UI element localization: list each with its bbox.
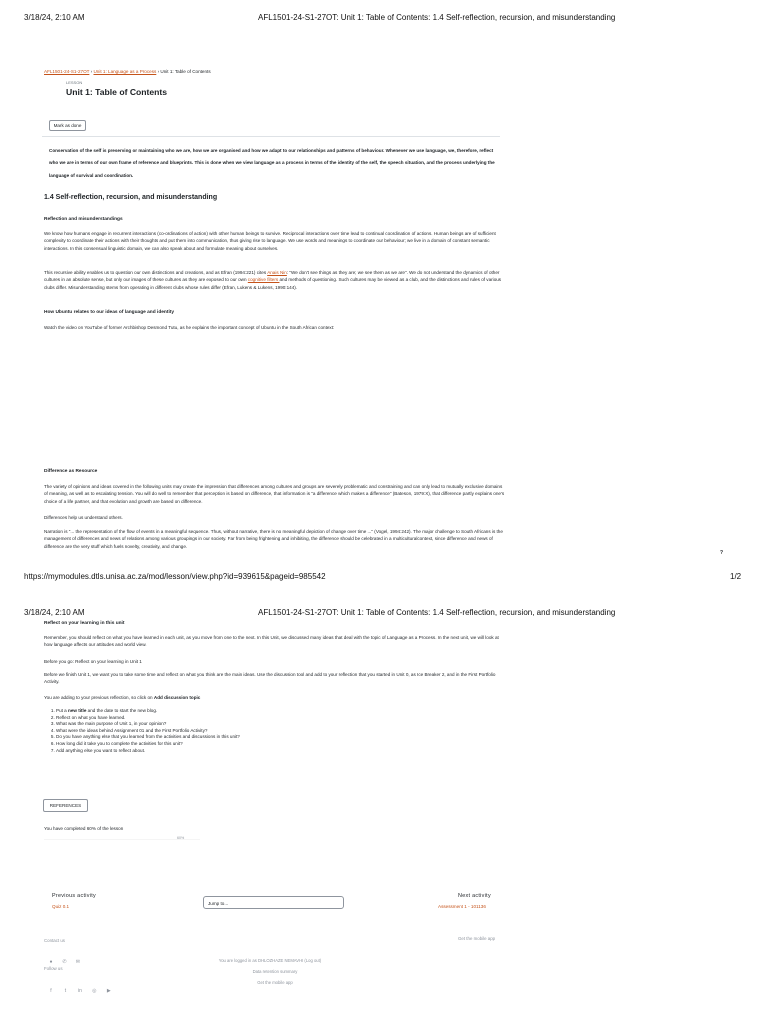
- list-item-bold: new title: [68, 708, 87, 713]
- reflect-list: [47, 708, 487, 754]
- reflect-p4-text: You are adding to your previous reflection, so click on: [44, 695, 154, 700]
- reflect-heading: Reflect on your learning in this unit: [44, 621, 125, 626]
- para2-text-c: and methods of questioning. Such cultures may be viewed as a club, and the distinctions and rules of various clubs differ. Misunderstanding stems from operating in different clubs whose rules differ (Efran, Lukens & Lukens, 1990:144).: [44, 277, 502, 290]
- list-item: 2. Reflect on what you have learned.: [56, 715, 487, 722]
- breadcrumb: [44, 68, 211, 75]
- list-item: 6. How long did it take you to complete the activities for this unit?: [56, 741, 487, 748]
- location-icon[interactable]: ●: [49, 959, 53, 965]
- list-item: 5. Do you have anything else that you learned from the activities and discussions in this unit?: [56, 734, 487, 741]
- phone-icon[interactable]: ✆: [62, 959, 67, 965]
- next-activity-link[interactable]: Assessment 1 - 101136: [438, 904, 486, 909]
- instagram-icon[interactable]: ◎: [92, 988, 97, 994]
- reflection-paragraph-2: [44, 269, 504, 291]
- mark-as-done-button[interactable]: Mark as done: [49, 120, 86, 131]
- list-item: 7. Add anything else you want to reflect about.: [56, 748, 487, 755]
- mail-icon[interactable]: ✉: [75, 959, 80, 965]
- breadcrumb-separator: ›: [90, 69, 93, 74]
- get-mobile-app-center[interactable]: Get the mobile app: [257, 980, 293, 985]
- list-item: 3. What was the main purpose of Unit 1, in your opinion?: [56, 721, 487, 728]
- breadcrumb-course-link[interactable]: AFL1501-24-S1-27OT: [44, 69, 90, 74]
- video-embed-area[interactable]: [44, 336, 504, 461]
- breadcrumb-separator: ›: [157, 69, 160, 74]
- jump-to-select[interactable]: Jump to...: [203, 896, 344, 909]
- difference-paragraph-2: Differences help us understand others.: [44, 515, 123, 520]
- list-item: 4. What were the ideas behind Assignment 01 and the First Portfolio Activity?: [56, 728, 487, 735]
- facebook-icon[interactable]: f: [50, 988, 52, 994]
- difference-paragraph-1: The variety of opinions and ideas covered in the following units may create the impression that differences among cultures and groups are severely problematic and constraining and can only lead to mutually exclusive domains of meaning, as well as to escalating tension. You will do well to remember that perception is based on difference, that information is "a difference which makes a difference" (Bateson, 1979:X), that difference partly explains one's choice of a life partner, and that evolution and growth are based on difference.: [44, 484, 505, 504]
- reflection-heading: Reflection and misunderstandings: [44, 217, 123, 222]
- social-icons: [48, 979, 112, 997]
- difference-heading: Difference as Resource: [44, 469, 98, 474]
- youtube-icon[interactable]: ▶: [106, 988, 111, 994]
- reflection-paragraph-1: We know how humans engage in recurrent interactions (co-ordinations of action) with other human beings to survive. Reciprocal interactions over time lead to continual coordination of actions. Human beings are of sufficient complexity to coordinate their actions with their thoughts and put them into communication, thus giving rise to language. We use words and meanings to coordinate our behaviour; we live in a domain of constant semantic interactions. In this consensual linguistic domain, we can also speak about and formulate meaning about ourselves.: [44, 231, 496, 251]
- get-mobile-app-right[interactable]: Get the mobile app: [458, 936, 496, 941]
- print-document-title-page2: AFL1501-24-S1-27OT: Unit 1: Table of Contents: 1.4 Self-reflection, recursion, and misunderstanding: [258, 608, 616, 617]
- page-kicker: LESSON: [66, 80, 83, 85]
- references-button[interactable]: REFERENCES: [43, 799, 88, 812]
- cognitive-filters-link[interactable]: cognitive filters: [247, 277, 280, 283]
- twitter-icon[interactable]: t: [64, 988, 67, 994]
- previous-activity-link[interactable]: Quiz 0.1: [52, 904, 70, 909]
- print-document-title: AFL1501-24-S1-27OT: Unit 1: Table of Contents: 1.4 Self-reflection, recursion, and misunderstanding: [258, 13, 616, 22]
- list-item: 1. Put a new title and the date to start the new blog.: [56, 708, 487, 715]
- logged-in-info: You are logged in as DHLOZHAZE NEMAVHI (Log out): [218, 958, 322, 963]
- intro-paragraph: Conservation of the self is preserving or maintaining who we are, how we are organised and how we adapt to our relationships and patterns of behaviour. Whenever we use language, we, therefore, reflect who we are in terms of our own frame of reference and blueprints. This is done when we view language as a process in terms of the identity of the self, the speech situation, and the process underlying the language of survival and coordination.: [49, 148, 495, 178]
- print-page-number: 1/2: [730, 572, 742, 581]
- reflect-paragraph-4: [44, 694, 504, 701]
- para2-text-a: This recursive ability enables us to question our own distinctions and creations, and as Efran (1994:221) cites: [44, 270, 268, 275]
- progress-value: 60%: [177, 836, 185, 840]
- para2-text-b: : "We don't see things as they are; we see them as we are". We do not understand the dynamics of other cultures in an absolute sense, but only our images of these cultures as they are exposed to our own: [44, 270, 500, 283]
- previous-activity-label: Previous activity: [52, 893, 97, 899]
- divider: [42, 136, 500, 137]
- section-heading: 1.4 Self-reflection, recursion, and misunderstanding: [44, 194, 218, 201]
- reflect-paragraph-3: Before we finish Unit 1, we want you to take some time and reflect on what you think are the main ideas. Use the discussion tool and add to your reflection that you started in Unit 0, as Ice Breaker 2, and in the First Portfolio Activity.: [44, 672, 496, 685]
- follow-us-heading: Follow us: [44, 966, 63, 971]
- progress-bar: [44, 836, 304, 844]
- progress-text: You have completed 60% of the lesson: [44, 826, 124, 831]
- print-datetime: 3/18/24, 2:10 AM: [24, 13, 85, 22]
- help-question-mark[interactable]: ?: [720, 550, 724, 556]
- contact-us-heading: Contact us: [44, 938, 65, 943]
- ubuntu-heading: How Ubuntu relates to our ideas of language and identity: [44, 310, 175, 315]
- next-activity-label: Next activity: [458, 893, 491, 899]
- linkedin-icon[interactable]: in: [77, 988, 82, 994]
- data-retention-link[interactable]: Data retention summary: [252, 969, 298, 974]
- add-discussion-topic-label: Add discussion topic: [153, 695, 201, 700]
- print-datetime-page2: 3/18/24, 2:10 AM: [24, 608, 85, 617]
- print-url: https://mymodules.dtls.unisa.ac.za/mod/lesson/view.php?id=939615&pageid=985542: [24, 572, 326, 581]
- anais-nin-link[interactable]: Anais Nin: [267, 270, 287, 275]
- difference-paragraph-3: Narration is "... the representation of the flow of events in a meaningful sequence. Thus, without narrative, there is no meaningful depiction of change over time ..." (Vogel, 1994:242). The major challenge to South Africans is the management of differences and news of relations among various groupings in our society. Far from being frightening and inhibiting, the difference should be celebrated in a multiculturalcontext, since difference and news of difference are the very stuff which fuels novelty, creativity, and change.: [44, 529, 503, 549]
- reflect-list-wrapper: [47, 708, 487, 754]
- page-title: Unit 1: Table of Contents: [66, 87, 168, 97]
- reflect-paragraph-1: Remember, you should reflect on what you have learned in each unit, as you move from one to the next. In this Unit, we discussed many ideas that deal with the topic of Language as a Process. In the next unit, we will look at how language affects our attitudes and world view.: [44, 635, 499, 648]
- breadcrumb-current: Unit 1: Table of Contents: [160, 69, 211, 74]
- breadcrumb-unit-link[interactable]: Unit 1: Language as a Process: [93, 69, 157, 74]
- ubuntu-text: Watch the video on YouTube of former Archbishop Desmond Tutu, as he explains the important concept of Ubuntu in the South African context:: [44, 325, 335, 330]
- reflect-paragraph-2: Before you go: Reflect on your learning in Unit 1: [44, 659, 142, 664]
